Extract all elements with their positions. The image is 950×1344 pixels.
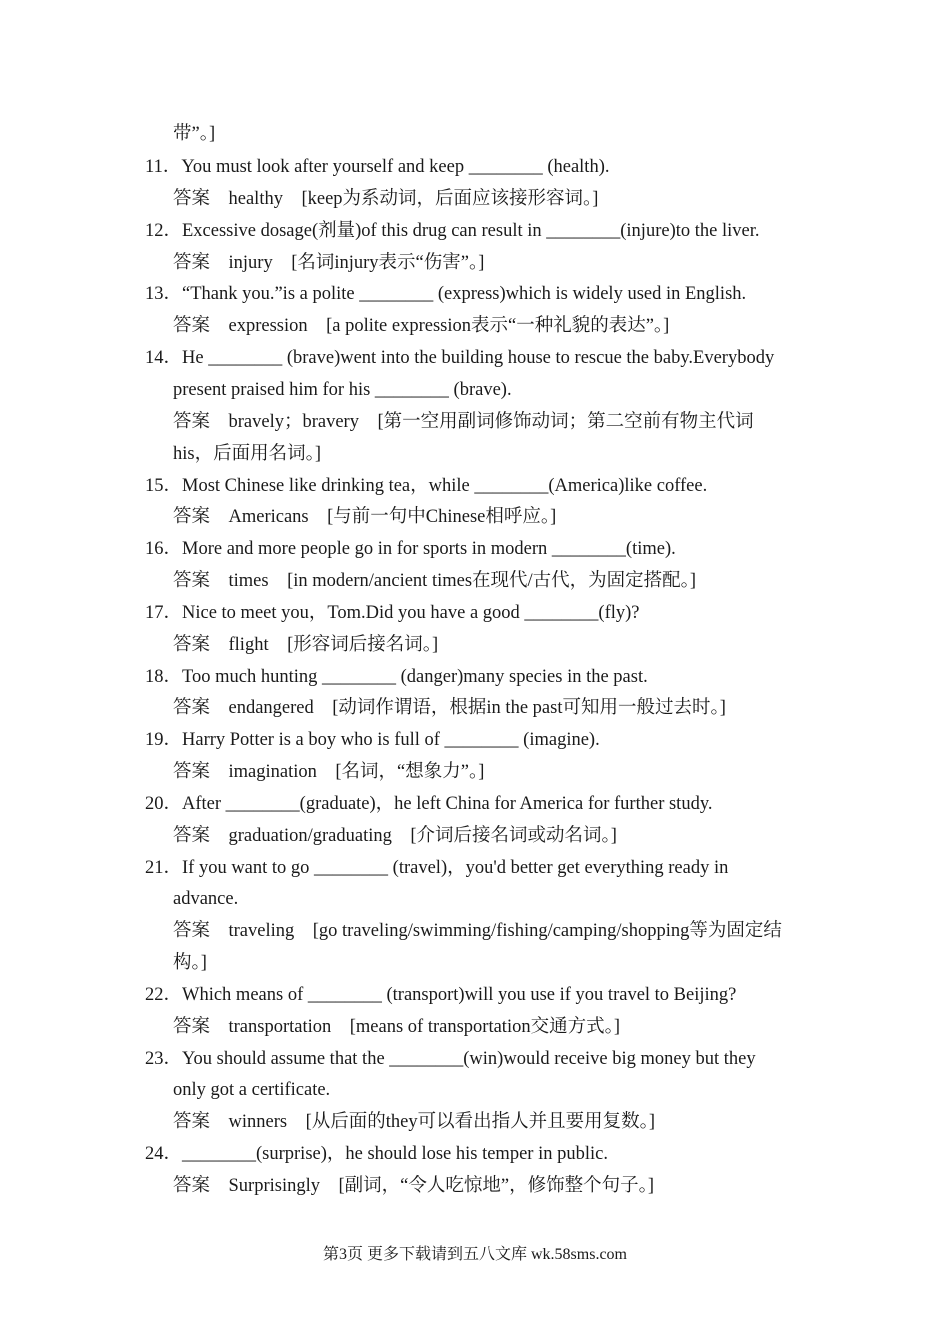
question-17: 17．Nice to meet you，Tom.Did you have a good ________(fly)? (145, 603, 640, 623)
answer-24: 答案 Surprisingly [副词，“令人吃惊地”，修饰整个句子。] (173, 1176, 654, 1196)
question-20: 20．After ________(graduate)，he left China for America for further study. (145, 794, 713, 814)
continuation-line: 带”。] (173, 124, 216, 144)
answer-15: 答案 Americans [与前一句中Chinese相呼应。] (173, 507, 557, 527)
answer-13: 答案 expression [a polite expression表示“一种礼貌的表达”。] (173, 316, 670, 336)
question-21-cont: advance. (173, 889, 239, 909)
question-15: 15．Most Chinese like drinking tea，while ________(America)like coffee. (145, 476, 708, 496)
answer-20: 答案 graduation/graduating [介词后接名词或动名词。] (173, 826, 617, 846)
question-21: 21．If you want to go ________ (travel)，you'd better get everything ready in (145, 858, 729, 878)
answer-19: 答案 imagination [名词，“想象力”。] (173, 762, 485, 782)
answer-22: 答案 transportation [means of transportation交通方式。] (173, 1017, 620, 1037)
question-11: 11．You must look after yourself and keep ________ (health). (145, 157, 610, 177)
answer-14: 答案 bravely；bravery [第一空用副词修饰动词；第二空前有物主代词 (173, 412, 754, 432)
question-18: 18．Too much hunting ________ (danger)many species in the past. (145, 667, 648, 687)
question-16: 16．More and more people go in for sports in modern ________(time). (145, 539, 676, 559)
question-23: 23．You should assume that the ________(win)would receive big money but they (145, 1049, 756, 1069)
answer-21: 答案 traveling [go traveling/swimming/fishing/camping/shopping等为固定结 (173, 921, 782, 941)
answer-12: 答案 injury [名词injury表示“伤害”。] (173, 253, 485, 273)
answer-16: 答案 times [in modern/ancient times在现代/古代，为固定搭配。] (173, 571, 697, 591)
question-14: 14．He ________ (brave)went into the building house to rescue the baby.Everybody (145, 348, 775, 368)
question-12: 12．Excessive dosage(剂量)of this drug can result in ________(injure)to the liver. (145, 221, 760, 241)
answer-17: 答案 flight [形容词后接名词。] (173, 635, 439, 655)
answer-18: 答案 endangered [动词作谓语，根据in the past可知用一般过去时。] (173, 698, 726, 718)
answer-11: 答案 healthy [keep为系动词，后面应该接形容词。] (173, 189, 599, 209)
question-22: 22．Which means of ________ (transport)will you use if you travel to Beijing? (145, 985, 737, 1005)
answer-23: 答案 winners [从后面的they可以看出指人并且要用复数。] (173, 1112, 655, 1132)
page-footer: 第3页 更多下载请到五八文库 wk.58sms.com (322, 1246, 627, 1263)
answer-21-cont: 构。] (173, 953, 207, 973)
question-13: 13．“Thank you.”is a polite ________ (express)which is widely used in English. (145, 284, 747, 304)
question-24: 24．________(surprise)，he should lose his temper in public. (145, 1144, 608, 1164)
question-14-cont: present praised him for his ________ (brave). (173, 380, 512, 400)
answer-14-cont: his，后面用名词。] (173, 444, 322, 464)
question-19: 19．Harry Potter is a boy who is full of ________ (imagine). (145, 730, 600, 750)
question-23-cont: only got a certificate. (173, 1080, 331, 1100)
